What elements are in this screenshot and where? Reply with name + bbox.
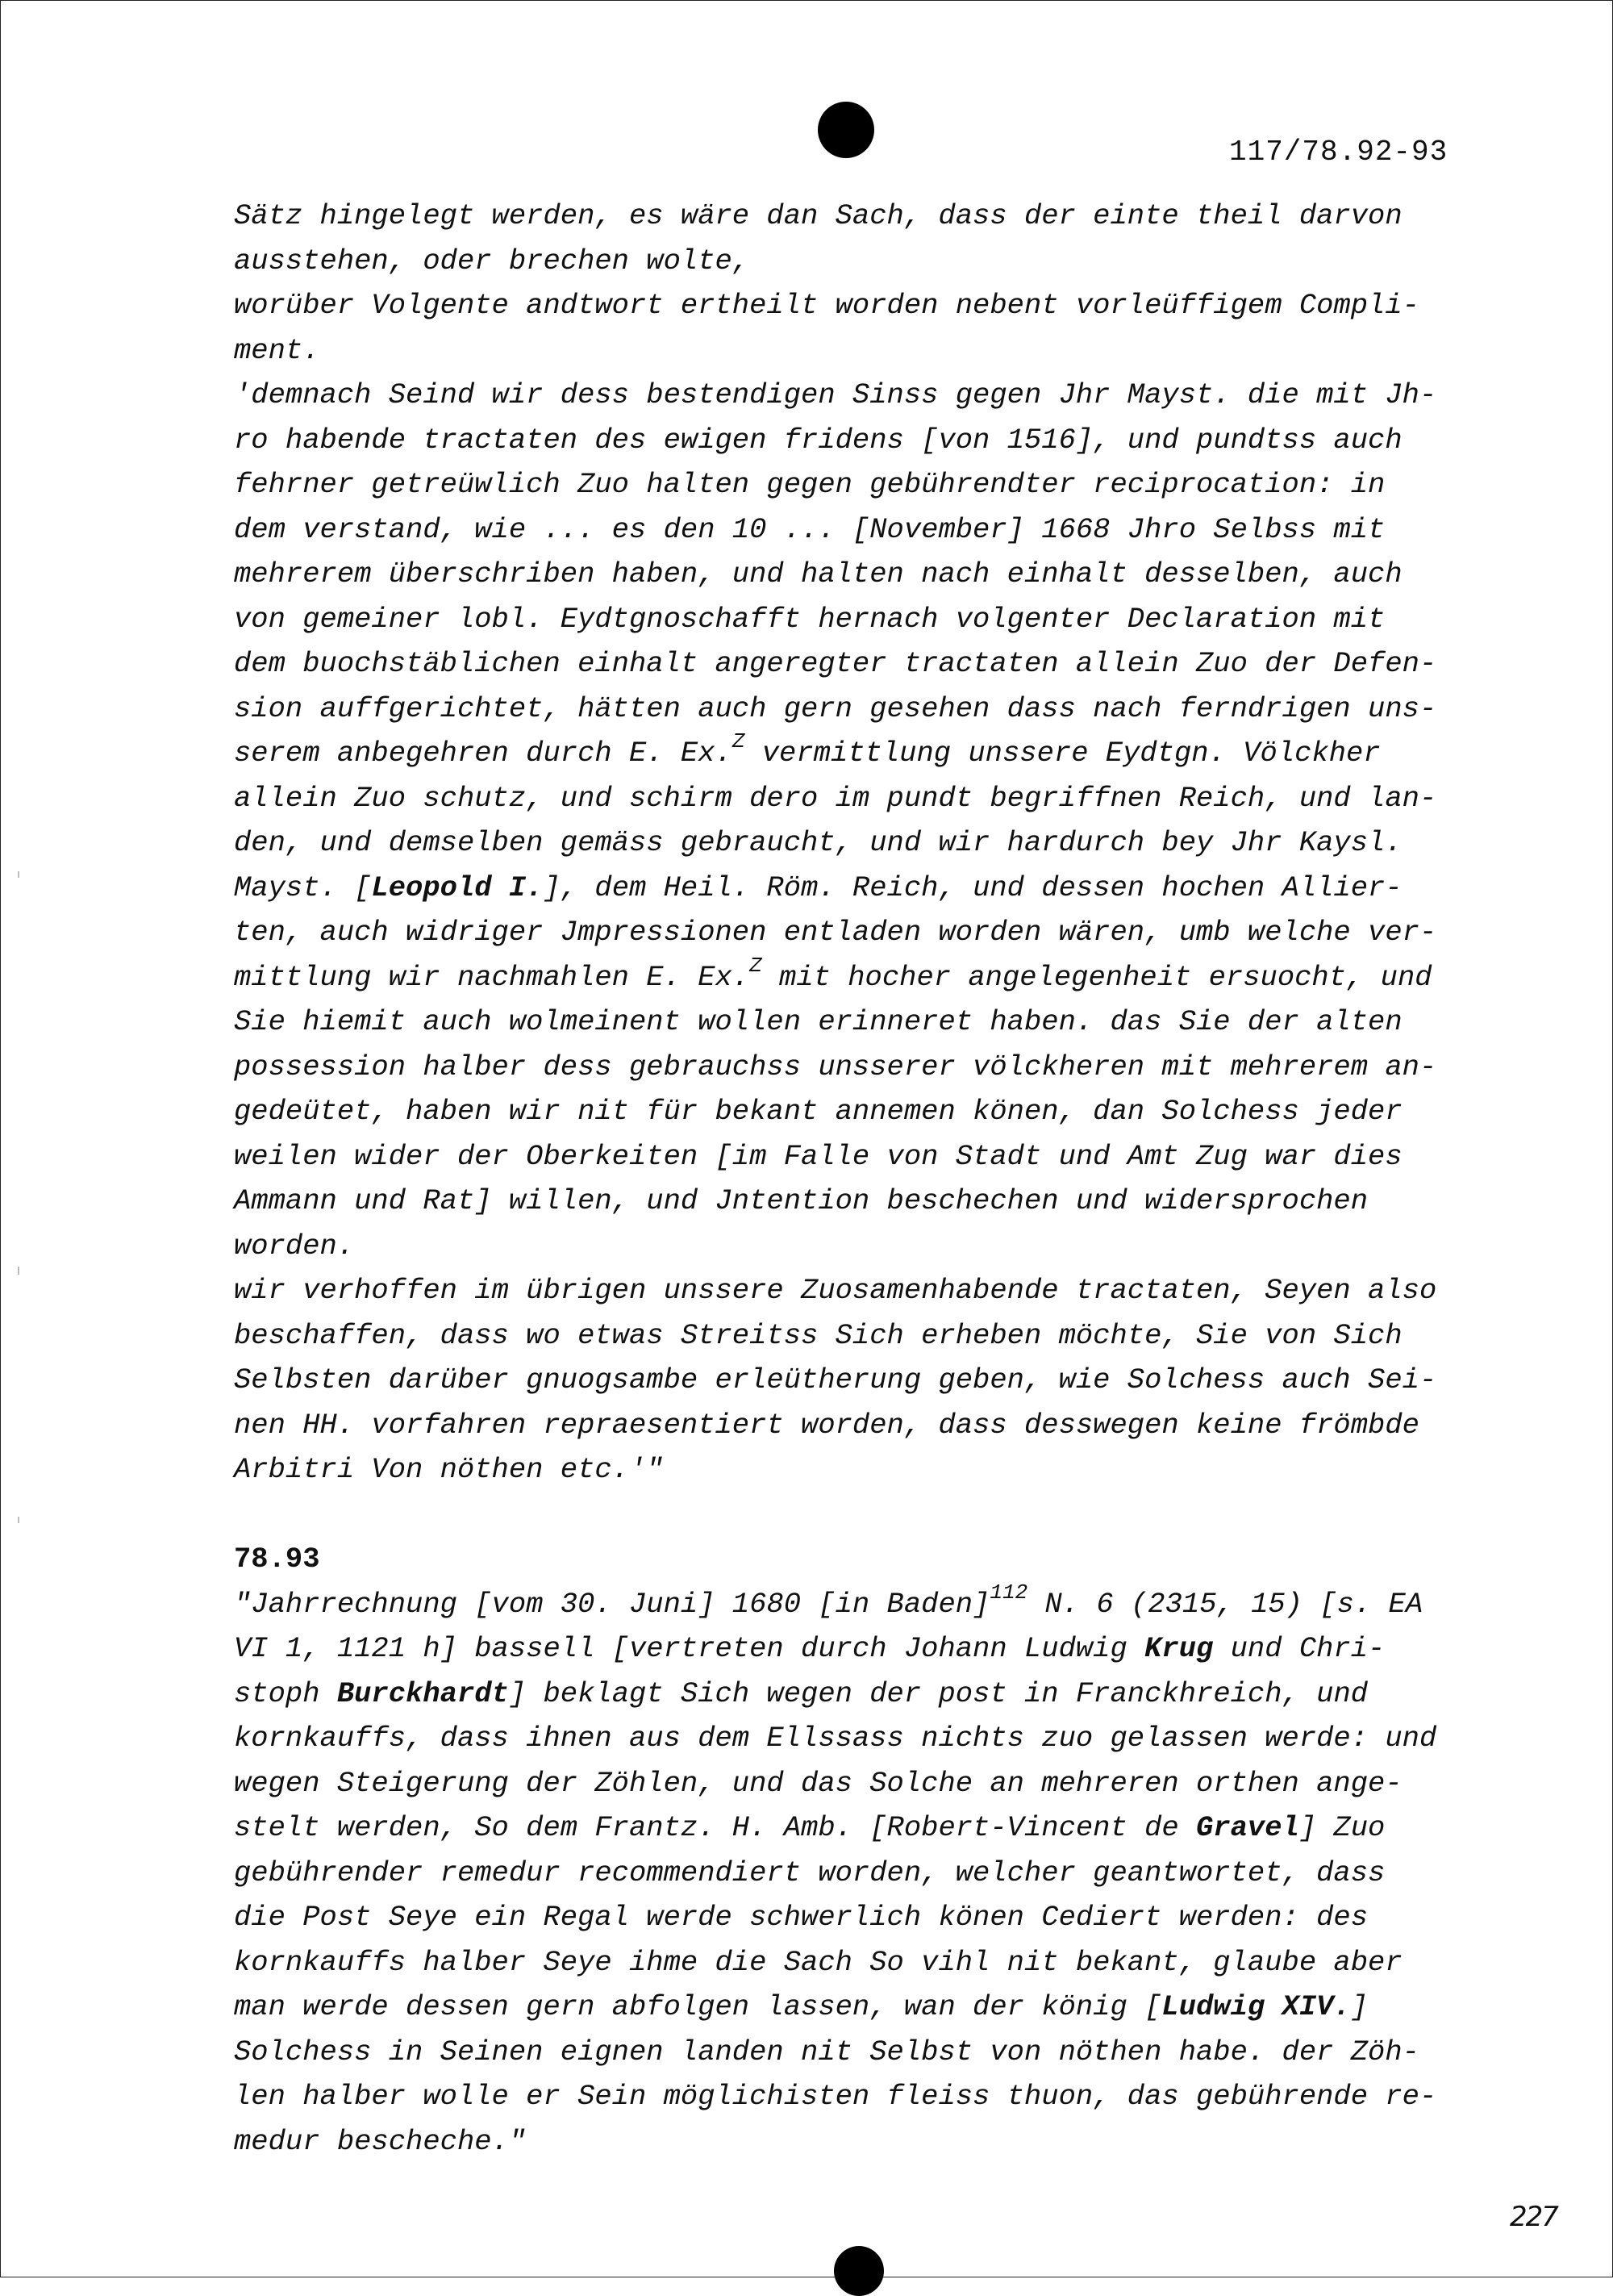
text-line: mehrerem überschriben haben, und halten nach einhalt desselben, auch bbox=[234, 557, 1403, 591]
text-segment: ] bbox=[1350, 1990, 1369, 2023]
text-segment: und Chri- bbox=[1213, 1632, 1386, 1665]
text-line: den, und demselben gemäss gebraucht, und wir hardurch bey Jhr Kaysl. bbox=[234, 826, 1403, 859]
superscript: Z bbox=[749, 953, 762, 978]
text-line bbox=[234, 731, 1492, 776]
footnote-ref: 112 bbox=[990, 1580, 1028, 1605]
text-line: wir verhoffen im übrigen unssere Zuosamenhabende tractaten, Seyen also bbox=[234, 1274, 1437, 1307]
bold-name: Burckhardt bbox=[336, 1676, 509, 1710]
bold-name: Leopold I. bbox=[371, 870, 544, 904]
text-segment: N. 6 (2315, 15) [s. EA bbox=[1027, 1587, 1423, 1621]
text-line: Arbitri Von nöthen etc.'" bbox=[234, 1453, 664, 1486]
text-segment: ] beklagt Sich wegen der post in Franckhreich, und bbox=[508, 1676, 1369, 1710]
text-line: die Post Seye ein Regal werde schwerlich könen Cediert werden: des bbox=[234, 1901, 1369, 1934]
section-heading: 78.93 bbox=[234, 1542, 320, 1576]
text-segment: stoph bbox=[234, 1676, 337, 1710]
text-segment: serem anbegehren durch E. Ex. bbox=[234, 737, 732, 770]
bold-name: Gravel bbox=[1196, 1811, 1299, 1844]
superscript: Z bbox=[731, 729, 745, 754]
text-line: dem verstand, wie ... es den 10 ... [November] 1668 Jhro Selbss mit bbox=[234, 512, 1386, 546]
text-line: worüber Volgente andtwort ertheilt worden nebent vorleüffigem Compli- bbox=[234, 289, 1419, 322]
text-segment: mit hocher angelegenheit ersuocht, und bbox=[761, 960, 1432, 994]
text-segment: "Jahrrechnung [vom 30. Juni] 1680 [in Baden] bbox=[234, 1587, 990, 1621]
text-line bbox=[234, 955, 1492, 1000]
text-segment: ], dem Heil. Röm. Reich, und dessen hochen Allier- bbox=[543, 870, 1403, 904]
text-segment: VI 1, 1121 h] bassell [vertreten durch Johann Ludwig bbox=[234, 1632, 1145, 1665]
bold-name: Krug bbox=[1144, 1632, 1214, 1665]
text-line: weilen wider der Oberkeiten [im Falle von Stadt und Amt Zug war dies bbox=[234, 1139, 1403, 1173]
text-line: medur bescheche." bbox=[234, 2124, 527, 2158]
text-line bbox=[234, 1985, 1492, 2030]
document-reference: 117/78.92-93 bbox=[1229, 136, 1448, 169]
text-line: ment. bbox=[234, 333, 320, 367]
punch-hole-top bbox=[818, 102, 874, 158]
text-line: wegen Steigerung der Zöhlen, und das Solche an mehreren orthen ange- bbox=[234, 1766, 1403, 1800]
text-line: nen HH. vorfahren repraesentiert worden, dass desswegen keine frömbde bbox=[234, 1408, 1419, 1442]
text-segment: vermittlung unssere Eydtgn. Völckher bbox=[744, 737, 1381, 770]
text-line: gedeütet, haben wir nit für bekant annemen könen, dan Solchess jeder bbox=[234, 1095, 1403, 1128]
text-line: fehrner getreüwlich Zuo halten gegen gebührendter reciprocation: in bbox=[234, 468, 1386, 501]
scan-mark bbox=[18, 1267, 19, 1275]
text-line: dem buochstäblichen einhalt angeregter tractaten allein Zuo der Defen- bbox=[234, 647, 1437, 680]
text-line: possession halber dess gebrauchss unsserer völckheren mit mehrerem an- bbox=[234, 1050, 1437, 1083]
text-line: allein Zuo schutz, und schirm dero im pundt begriffnen Reich, und lan- bbox=[234, 781, 1437, 815]
text-line: kornkauffs, dass ihnen aus dem Ellssass nichts zuo gelassen werde: und bbox=[234, 1722, 1437, 1755]
spacer bbox=[234, 1492, 1492, 1538]
bold-name: Ludwig XIV. bbox=[1161, 1990, 1351, 2023]
text-line: Sätz hingelegt werden, es wäre dan Sach, dass der einte theil darvon bbox=[234, 199, 1403, 232]
text-line: Selbsten darüber gnuogsambe erleütherung geben, wie Solchess auch Sei- bbox=[234, 1363, 1437, 1396]
text-line: worden. bbox=[234, 1229, 355, 1263]
text-line: Solchess in Seinen eignen landen nit Selbst von nöthen habe. der Zöh- bbox=[234, 2035, 1419, 2068]
text-line bbox=[234, 1672, 1492, 1717]
text-line: Ammann und Rat] willen, und Jntention beschechen und widersprochen bbox=[234, 1184, 1369, 1217]
text-line: 'demnach Seind wir dess bestendigen Sinss gegen Jhr Mayst. die mit Jh- bbox=[234, 378, 1437, 411]
text-line: sion auffgerichtet, hätten auch gern gesehen dass nach ferndrigen uns- bbox=[234, 691, 1437, 725]
text-line bbox=[234, 1582, 1492, 1627]
text-line bbox=[234, 1626, 1492, 1672]
punch-hole-bottom bbox=[834, 2246, 884, 2296]
text-line: ro habende tractaten des ewigen fridens [von 1516], und pundtss auch bbox=[234, 423, 1403, 457]
text-segment: man werde dessen gern abfolgen lassen, wan der könig [ bbox=[234, 1990, 1162, 2023]
text-segment: stelt werden, So dem Frantz. H. Amb. [Robert-Vincent de bbox=[234, 1811, 1196, 1844]
text-line: len halber wolle er Sein möglichisten fleiss thuon, das gebührende re- bbox=[234, 2080, 1437, 2113]
body-text bbox=[234, 194, 1492, 2164]
scan-mark bbox=[18, 871, 19, 878]
page-number: 227 bbox=[1510, 2201, 1557, 2233]
text-line: ten, auch widriger Jmpressionen entladen worden wären, umb welche ver- bbox=[234, 916, 1437, 949]
text-segment: Mayst. [ bbox=[234, 870, 372, 904]
text-line: Sie hiemit auch wolmeinent wollen erinneret haben. das Sie der alten bbox=[234, 1005, 1403, 1038]
text-line bbox=[234, 866, 1492, 911]
text-line: kornkauffs halber Seye ihme die Sach So vihl nit bekant, glaube aber bbox=[234, 1945, 1403, 1979]
scan-mark bbox=[18, 1517, 19, 1523]
text-segment: ] Zuo bbox=[1298, 1811, 1386, 1844]
text-line: beschaffen, dass wo etwas Streitss Sich erheben möchte, Sie von Sich bbox=[234, 1318, 1403, 1352]
text-segment: mittlung wir nachmahlen E. Ex. bbox=[234, 960, 750, 994]
text-line: von gemeiner lobl. Eydtgnoschafft hernach volgenter Declaration mit bbox=[234, 602, 1386, 636]
text-line: gebührender remedur recommendiert worden, welcher geantwortet, dass bbox=[234, 1856, 1386, 1889]
text-line: ausstehen, oder brechen wolte, bbox=[234, 244, 750, 278]
text-line bbox=[234, 1805, 1492, 1851]
